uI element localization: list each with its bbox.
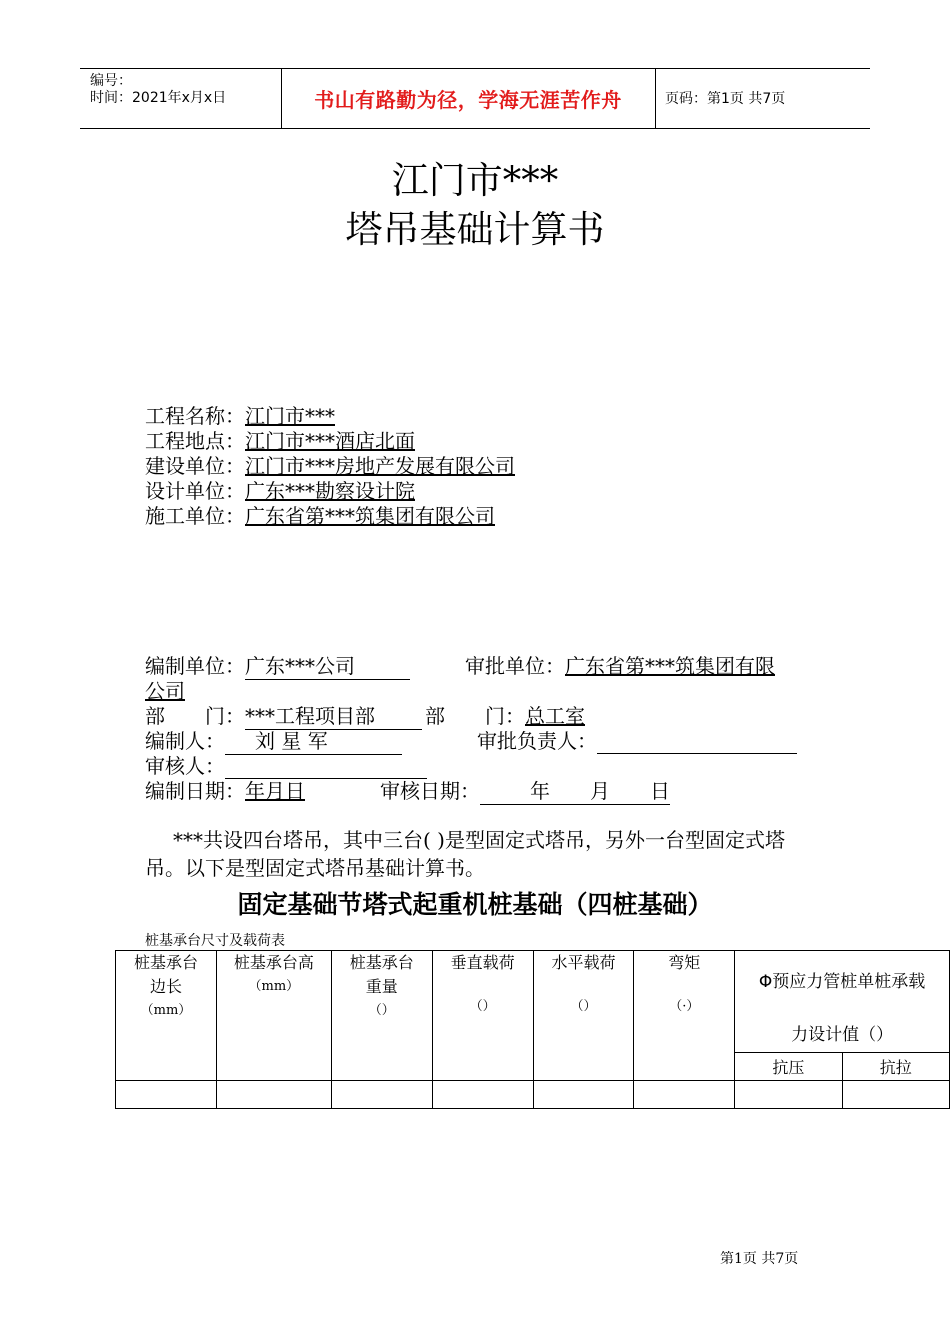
builder-unit-value: 广东省第***筑集团有限公司 xyxy=(245,504,495,528)
compile-date-value: 年月日 xyxy=(245,779,305,803)
dept-row xyxy=(145,704,422,730)
header-pile-capacity: Φ预应力管桩单桩承载 力设计值（） xyxy=(735,951,950,1053)
header-motto: 书山有路勤为径，学海无涯苦作舟 xyxy=(314,88,622,112)
project-location-value: 江门市***酒店北面 xyxy=(245,429,415,453)
header-compression: 抗压 xyxy=(735,1053,842,1081)
table-cell xyxy=(116,1081,217,1109)
review-date-value: 年 月 日 xyxy=(480,779,670,805)
doc-title-line2: 塔吊基础计算书 xyxy=(345,208,605,251)
approver-label: 审批负责人： xyxy=(477,729,597,753)
table-cell xyxy=(634,1081,735,1109)
approver-row xyxy=(477,729,797,754)
design-unit-label: 设计单位： xyxy=(145,479,245,503)
dept2-value: 总工室 xyxy=(525,704,585,728)
table-cell xyxy=(432,1081,533,1109)
header-tension: 抗拉 xyxy=(842,1053,949,1081)
approver-blank xyxy=(597,733,797,754)
header-horizontal-load: 水平载荷 （） xyxy=(533,951,634,1081)
load-table xyxy=(115,950,950,1109)
compile-unit-row xyxy=(145,654,410,680)
table-cell xyxy=(735,1081,842,1109)
builder-unit-label: 施工单位： xyxy=(145,504,245,528)
design-unit-row xyxy=(145,479,415,504)
project-location-row xyxy=(145,429,415,454)
compile-date-row xyxy=(145,779,305,804)
intro-paragraph: ***共设四台塔吊，其中三台( )是型固定式塔吊，另外一台型固定式塔吊。以下是型固定式塔吊基础计算书。 xyxy=(145,828,785,880)
dept2-label: 部 门： xyxy=(425,704,525,728)
header-time-label: 时间：2021年x月x日 xyxy=(90,90,227,106)
builder-unit-row xyxy=(145,504,495,529)
compile-unit-label: 编制单位： xyxy=(145,654,245,678)
approve-unit-continued xyxy=(145,679,185,704)
header-moment: 弯矩 （·） xyxy=(634,951,735,1081)
dept2-row xyxy=(425,704,585,729)
header-cap-side: 桩基承台 边长 （mm） xyxy=(116,951,217,1081)
approve-unit-row xyxy=(465,654,775,679)
header-top-rule xyxy=(80,68,870,69)
section-title: 固定基础节塔式起重机桩基础（四桩基础） xyxy=(237,890,713,919)
compiler-value: 刘 星 军 xyxy=(225,729,402,755)
header-cap-weight: 桩基承台 重量 （） xyxy=(331,951,432,1081)
header-bottom-rule xyxy=(80,128,870,129)
header-page-code: 页码：第1页 共7页 xyxy=(665,91,786,107)
project-location-label: 工程地点： xyxy=(145,429,245,453)
header-cap-height: 桩基承台高 （mm） xyxy=(216,951,331,1081)
construction-unit-label: 建设单位： xyxy=(145,454,245,478)
design-unit-value: 广东***勘察设计院 xyxy=(245,479,415,503)
page-footer: 第1页 共7页 xyxy=(720,1251,799,1267)
review-date-label: 审核日期： xyxy=(380,779,480,803)
approve-unit-label: 审批单位： xyxy=(465,654,565,678)
header-divider-right xyxy=(655,68,656,129)
reviewer-blank xyxy=(225,758,427,779)
table-cell xyxy=(216,1081,331,1109)
review-date-row xyxy=(380,779,670,805)
header-number-label: 编号： xyxy=(90,73,132,89)
dept-label: 部 门： xyxy=(145,704,245,728)
compiler-label: 编制人： xyxy=(145,729,225,753)
table-cell xyxy=(842,1081,949,1109)
doc-title-line1: 江门市*** xyxy=(391,159,559,202)
project-name-label: 工程名称： xyxy=(145,404,245,428)
approve-unit-value: 广东省第***筑集团有限 xyxy=(565,654,775,678)
header-vertical-load: 垂直载荷 （） xyxy=(432,951,533,1081)
compiler-row xyxy=(145,729,402,755)
dept-value: ***工程项目部 xyxy=(245,704,422,730)
project-name-value: 江门市*** xyxy=(245,404,335,428)
compile-date-label: 编制日期： xyxy=(145,779,245,803)
reviewer-row xyxy=(145,754,427,779)
table-cell xyxy=(331,1081,432,1109)
reviewer-label: 审核人： xyxy=(145,754,225,778)
table-caption: 桩基承台尺寸及载荷表 xyxy=(145,933,285,949)
project-name-row xyxy=(145,404,335,429)
construction-unit-row xyxy=(145,454,515,479)
approve-unit-value-cont: 公司 xyxy=(145,679,185,703)
construction-unit-value: 江门市***房地产发展有限公司 xyxy=(245,454,515,478)
compile-unit-value: 广东***公司 xyxy=(245,654,410,680)
table-cell xyxy=(533,1081,634,1109)
